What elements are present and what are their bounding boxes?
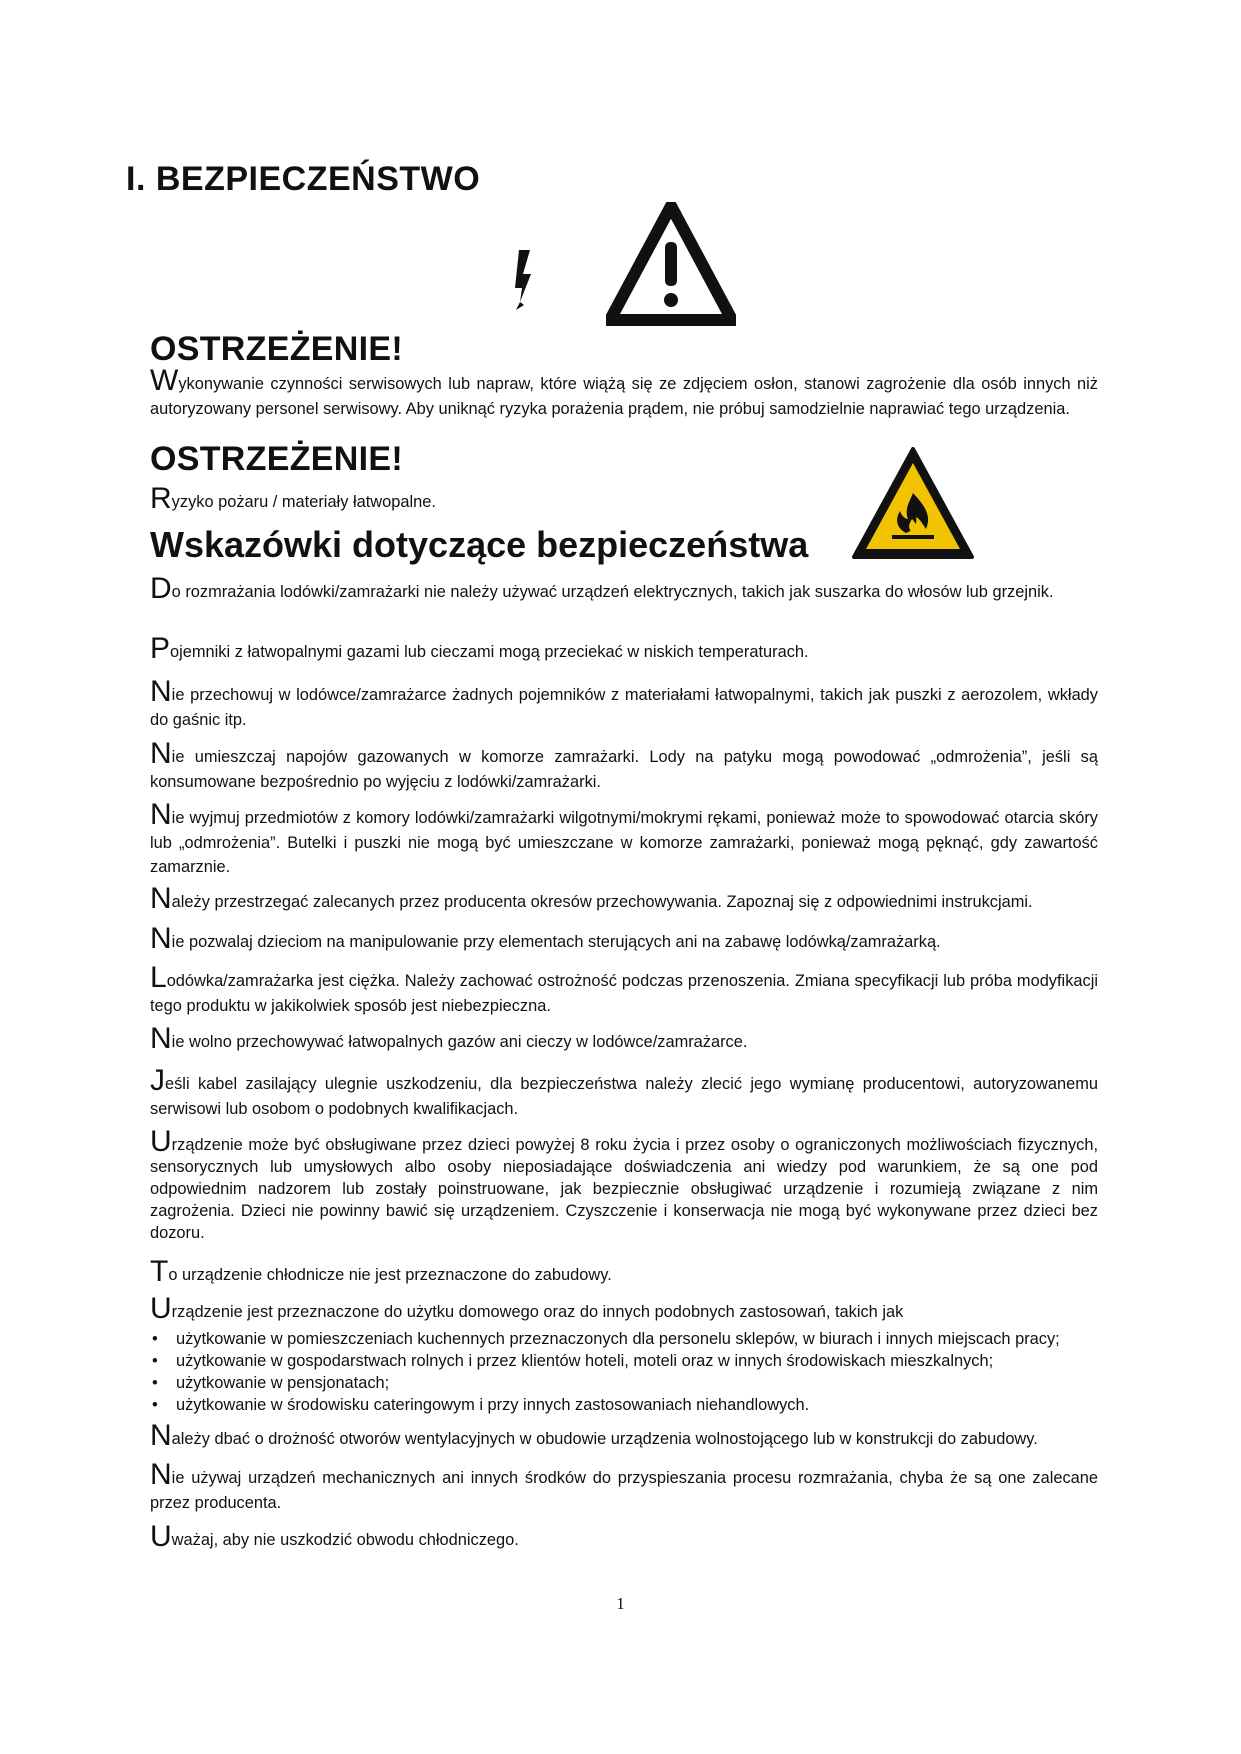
page-number: 1 xyxy=(616,1594,625,1613)
list-item: • użytkowanie w pensjonatach; xyxy=(150,1372,1098,1394)
warning-heading-electric: OSTRZEŻENIE! xyxy=(150,330,403,368)
lightning-icon xyxy=(510,248,534,312)
safety-paragraph: Nie przechowuj w lodówce/zamrażarce żadnych pojemników z materiałami łatwopalnymi, takich jak puszki z aerozolem, wkłady do gaśnic itp. xyxy=(150,675,1098,729)
safety-paragraph: Nie umieszczaj napojów gazowanych w komorze zamrażarki. Lody na patyku mogą powodować „odmrożenia”, jeśli są konsumowane bezpośrednio po wyjęciu z lodówki/zamrażarki. xyxy=(150,737,1098,791)
list-item: • użytkowanie w środowisku cateringowym i przy innych zastosowaniach niehandlowych. xyxy=(150,1394,1098,1416)
safety-paragraph: Jeśli kabel zasilający ulegnie uszkodzeniu, dla bezpieczeństwa należy zlecić jego wymianę producentowi, autoryzowanemu serwisowi lub osobom o podobnych kwalifikacjach. xyxy=(150,1064,1098,1118)
warning-exclamation-icon xyxy=(606,202,736,326)
safety-paragraph: Nie wyjmuj przedmiotów z komory lodówki/zamrażarki wilgotnymi/mokrymi rękami, ponieważ może to spowodować otarcia skóry lub „odmrożenia”. Butelki i puszki nie mogą być umieszczane w komorze zamrażarki, ponieważ mogą pęknąć, gdy zawartość zamarznie. xyxy=(150,798,1098,876)
warning-text-fire: Ryzyko pożaru / materiały łatwopalne. xyxy=(150,482,436,515)
safety-paragraph: Do rozmrażania lodówki/zamrażarki nie należy używać urządzeń elektrycznych, takich jak suszarka do włosów lub grzejnik. xyxy=(150,572,1054,605)
safety-paragraph: Nie używaj urządzeń mechanicznych ani innych środków do przyspieszania procesu rozmrażania, chyba że są one zalecane przez producenta. xyxy=(150,1458,1098,1512)
warning-heading-fire: OSTRZEŻENIE! xyxy=(150,440,403,478)
flammable-warning-icon xyxy=(850,445,976,561)
safety-paragraph: Urządzenie może być obsługiwane przez dzieci powyżej 8 roku życia i przez osoby o ograniczonych możliwościach fizycznych, sensorycznych lub umysłowych albo osoby nieposiadające doświadczenia ani wiedzy pod warunkiem, że są one pod odpowiednim nadzorem lub zostały poinstruowane, jak bezpiecznie obsługiwać urządzenie i rozumieją związane z nim zagrożenia. Dzieci nie powinny bawić się urządzeniem. Czyszczenie i konserwacja nie mogą być wykonywane przez dzieci bez dozoru. xyxy=(150,1125,1098,1242)
warning-text-electric: Wykonywanie czynności serwisowych lub napraw, które wiążą się ze zdjęciem osłon, stanowi zagrożenie dla osób innych niż autoryzowany personel serwisowy. Aby uniknąć ryzyka porażenia prądem, nie próbuj samodzielnie naprawiać tego urządzenia. xyxy=(150,364,1098,418)
list-item: • użytkowanie w gospodarstwach rolnych i przez klientów hoteli, moteli oraz w innych środowiskach mieszkalnych; xyxy=(150,1350,1098,1372)
list-item: • użytkowanie w pomieszczeniach kuchennych przeznaczonych dla personelu sklepów, w biurach i innych miejscach pracy; xyxy=(150,1328,1098,1350)
safety-paragraph: Nie wolno przechowywać łatwopalnych gazów ani cieczy w lodówce/zamrażarce. xyxy=(150,1022,748,1055)
safety-paragraph: To urządzenie chłodnicze nie jest przeznaczone do zabudowy. xyxy=(150,1255,612,1288)
safety-paragraph: Urządzenie jest przeznaczone do użytku domowego oraz do innych podobnych zastosowań, takich jak xyxy=(150,1292,904,1325)
safety-paragraph: Lodówka/zamrażarka jest ciężka. Należy zachować ostrożność podczas przenoszenia. Zmiana specyfikacji lub próba modyfikacji tego produktu w jakikolwiek sposób jest niebezpieczna. xyxy=(150,961,1098,1015)
section-title: Wskazówki dotyczące bezpieczeństwa xyxy=(150,524,809,565)
usage-bullet-list xyxy=(150,1328,1098,1416)
safety-paragraph: Nie pozwalaj dzieciom na manipulowanie przy elementach sterujących ani na zabawę lodówką/zamrażarką. xyxy=(150,922,941,955)
safety-paragraph: Należy dbać o drożność otworów wentylacyjnych w obudowie urządzenia wolnostojącego lub w konstrukcji do zabudowy. xyxy=(150,1419,1038,1452)
safety-paragraph: Należy przestrzegać zalecanych przez producenta okresów przechowywania. Zapoznaj się z odpowiednimi instrukcjami. xyxy=(150,882,1033,915)
safety-paragraph: Uważaj, aby nie uszkodzić obwodu chłodniczego. xyxy=(150,1520,519,1553)
page-title: I. BEZPIECZEŃSTWO xyxy=(126,160,481,198)
safety-paragraph: Pojemniki z łatwopalnymi gazami lub cieczami mogą przeciekać w niskich temperaturach. xyxy=(150,632,809,665)
